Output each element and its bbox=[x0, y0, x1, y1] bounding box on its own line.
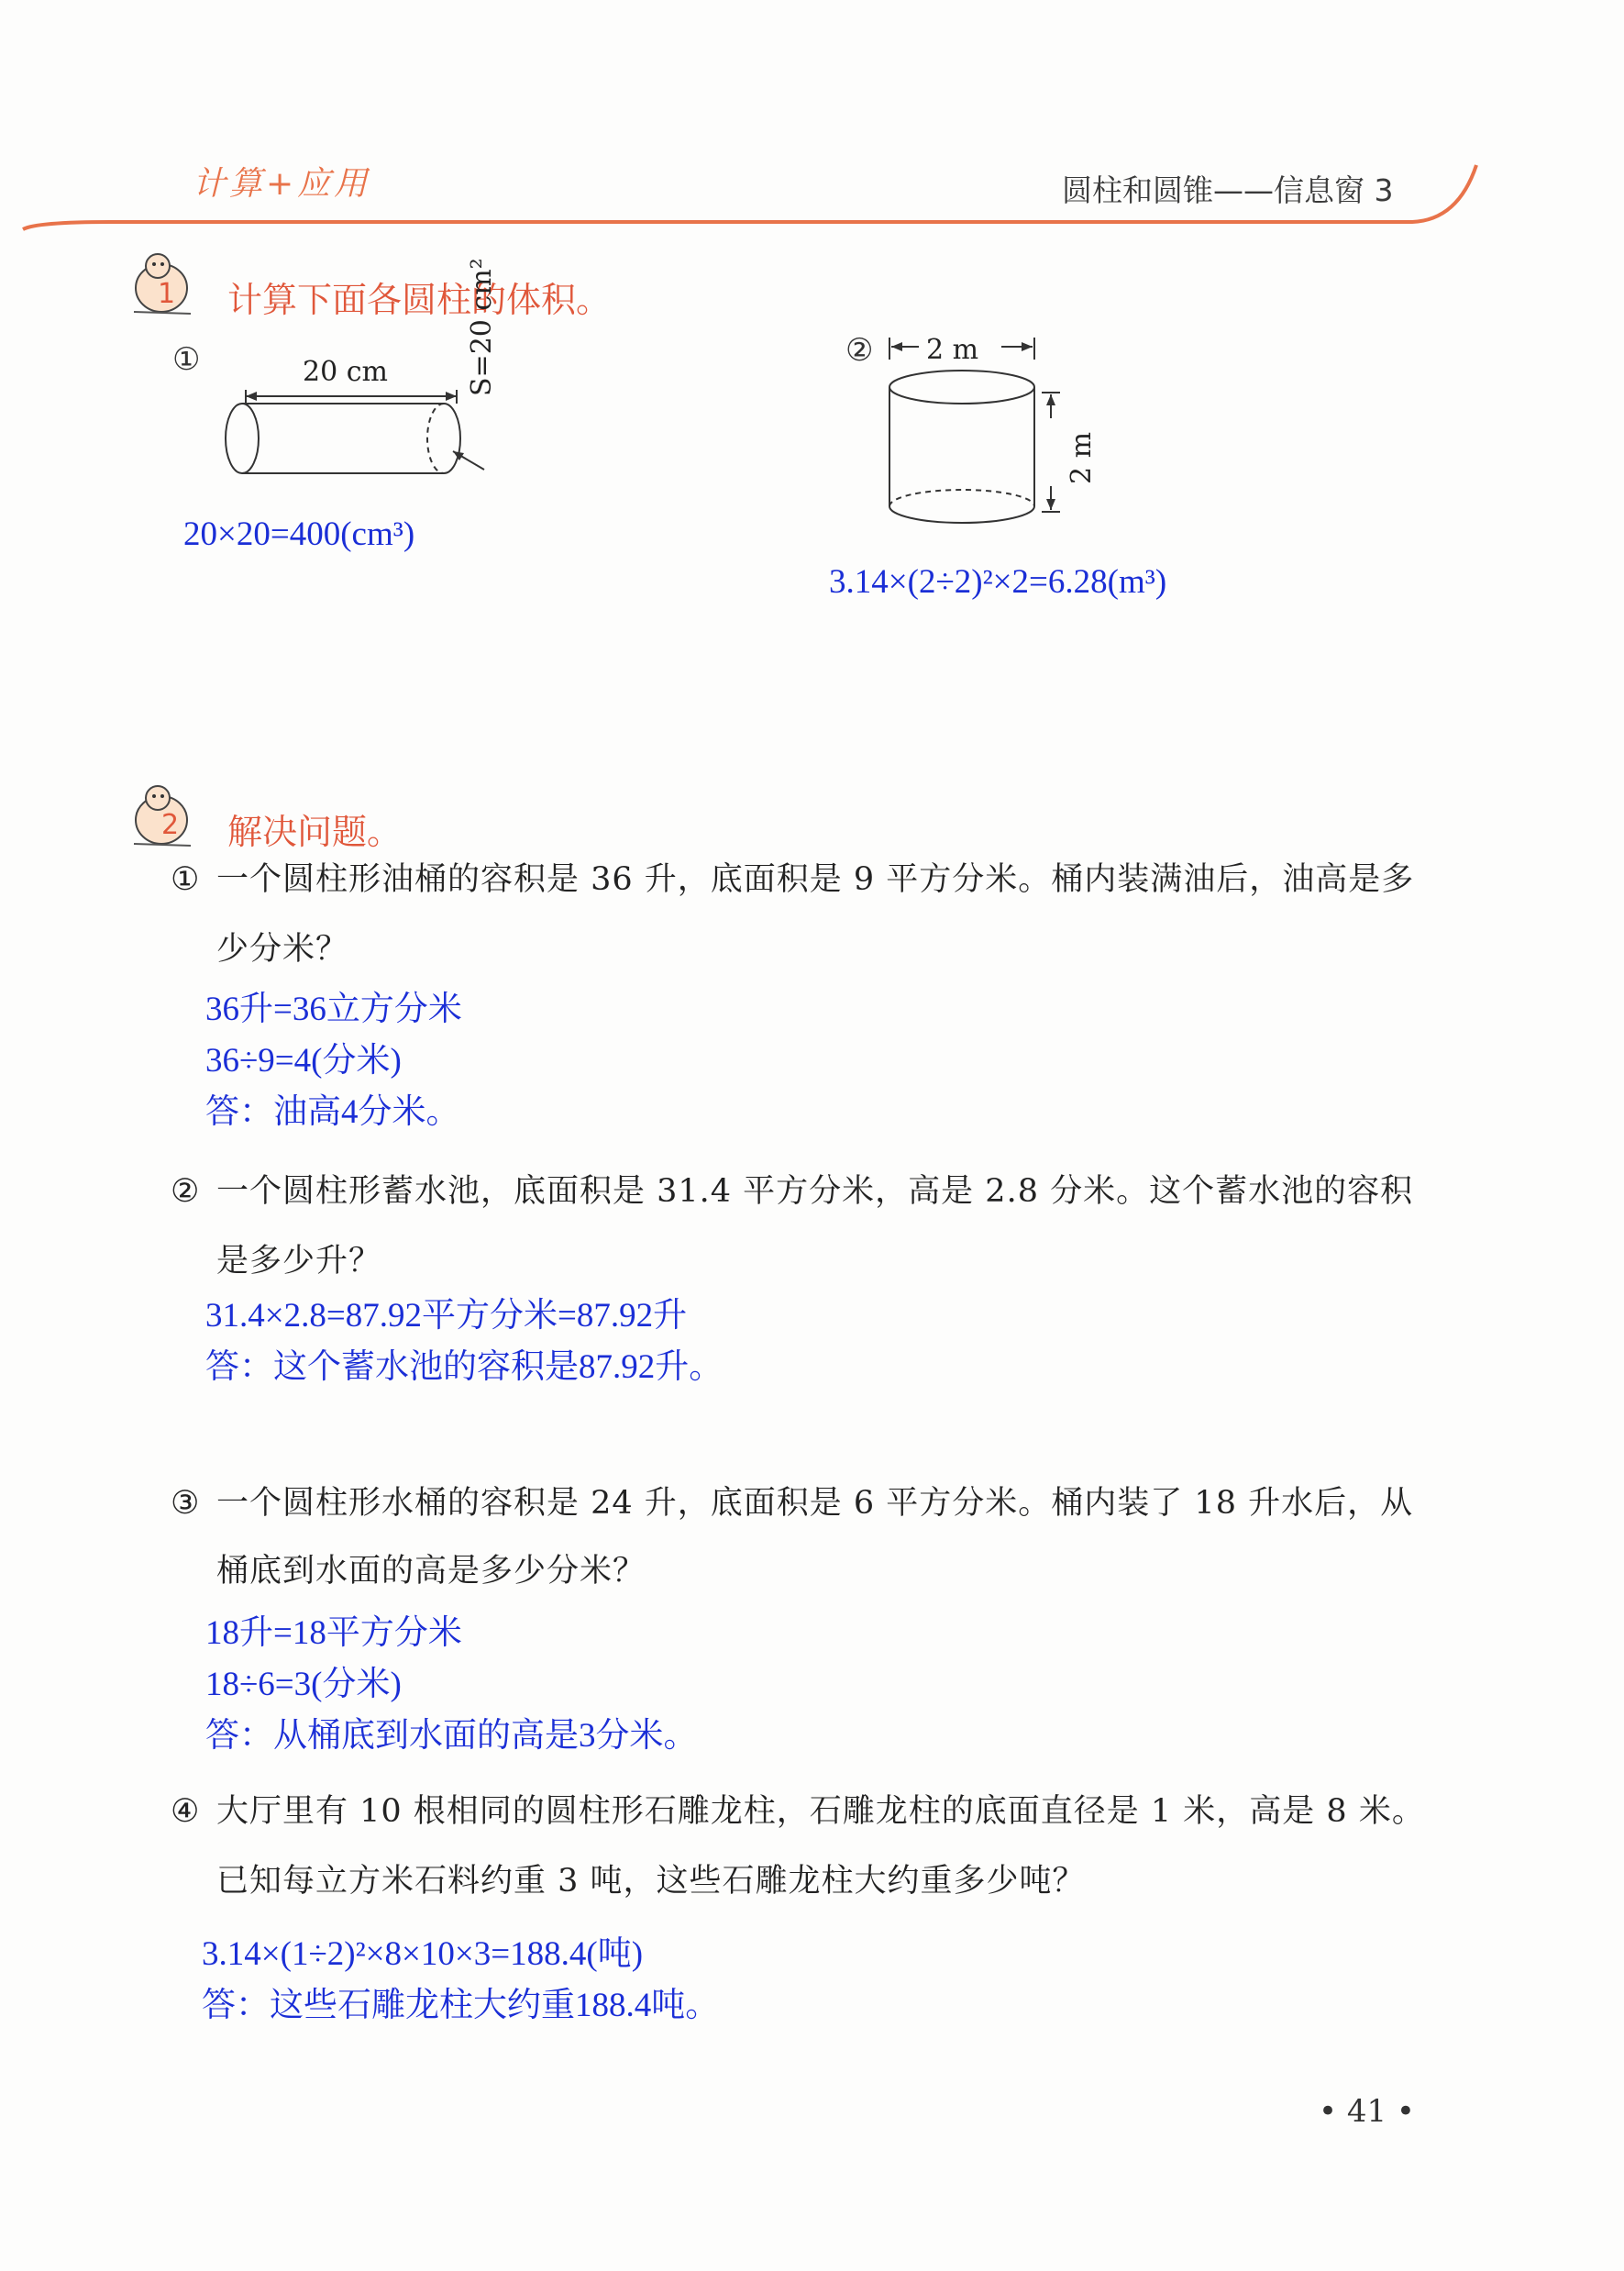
page-number: • 41 • bbox=[1319, 2093, 1415, 2130]
area-label: S=20 cm² bbox=[466, 258, 498, 396]
q1-answer-3: 答：油高4分米。 bbox=[205, 1093, 460, 1131]
q4-text-line2: 已知每立方米石料约重 3 吨，这些石雕龙柱大约重多少吨？ bbox=[216, 1863, 1086, 1900]
section1-problem2-number: ② bbox=[845, 332, 874, 369]
section2-title: 解决问题。 bbox=[227, 812, 403, 852]
section1-problem1-number: ① bbox=[172, 341, 201, 378]
q3-number: ③ bbox=[171, 1485, 201, 1522]
q2-text-line1: 一个圆柱形蓄水池，底面积是 31.4 平方分米，高是 2.8 分米。这个蓄水池的容积 bbox=[216, 1173, 1414, 1210]
section1-number: 1 bbox=[158, 278, 176, 310]
section1-problem2-answer: 3.14×(2÷2)²×2=6.28(m³) bbox=[829, 563, 1167, 601]
q2-text-line2: 是多少升？ bbox=[216, 1243, 382, 1280]
q2-number: ② bbox=[171, 1173, 201, 1210]
length-label: 20 cm bbox=[303, 356, 388, 388]
q4-number: ④ bbox=[171, 1793, 201, 1830]
q4-text-line1: 大厅里有 10 根相同的圆柱形石雕龙柱，石雕龙柱的底面直径是 1 米，高是 8 米。 bbox=[216, 1793, 1425, 1830]
q3-answer-3: 答：从桶底到水面的高是3分米。 bbox=[205, 1717, 698, 1755]
q3-answer-2: 18÷6=3(分米) bbox=[205, 1666, 402, 1703]
header-right-title: 圆柱和圆锥——信息窗 3 bbox=[1062, 172, 1394, 208]
q1-text-line2: 少分米？ bbox=[216, 931, 349, 968]
q4-answer-1: 3.14×(1÷2)²×8×10×3=188.4(吨) bbox=[202, 1935, 644, 1973]
q2-answer-2: 答：这个蓄水池的容积是87.92升。 bbox=[205, 1348, 724, 1386]
section2-number: 2 bbox=[161, 809, 180, 841]
q1-number: ① bbox=[171, 861, 201, 898]
q2-answer-1: 31.4×2.8=87.92平方分米=87.92升 bbox=[205, 1297, 688, 1335]
q4-answer-2: 答：这些石雕龙柱大约重188.4吨。 bbox=[202, 1987, 720, 2024]
q1-text-line1: 一个圆柱形油桶的容积是 36 升，底面积是 9 平方分米。桶内装满油后，油高是多 bbox=[216, 861, 1415, 898]
header-left-title: 计算+应用 bbox=[193, 165, 371, 203]
q3-text-line1: 一个圆柱形水桶的容积是 24 升，底面积是 6 平方分米。桶内装了 18 升水后，从 bbox=[216, 1485, 1414, 1522]
q3-text-line2: 桶底到水面的高是多少分米？ bbox=[216, 1553, 646, 1590]
q1-answer-1: 36升=36立方分米 bbox=[205, 991, 462, 1028]
q1-answer-2: 36÷9=4(分米) bbox=[205, 1042, 402, 1080]
height-label: 2 m bbox=[1066, 431, 1098, 484]
section1-problem1-answer: 20×20=400(cm³) bbox=[183, 515, 415, 553]
section1-title: 计算下面各圆柱的体积。 bbox=[227, 280, 612, 320]
q3-answer-1: 18升=18平方分米 bbox=[205, 1614, 462, 1652]
diameter-label: 2 m bbox=[926, 334, 979, 366]
